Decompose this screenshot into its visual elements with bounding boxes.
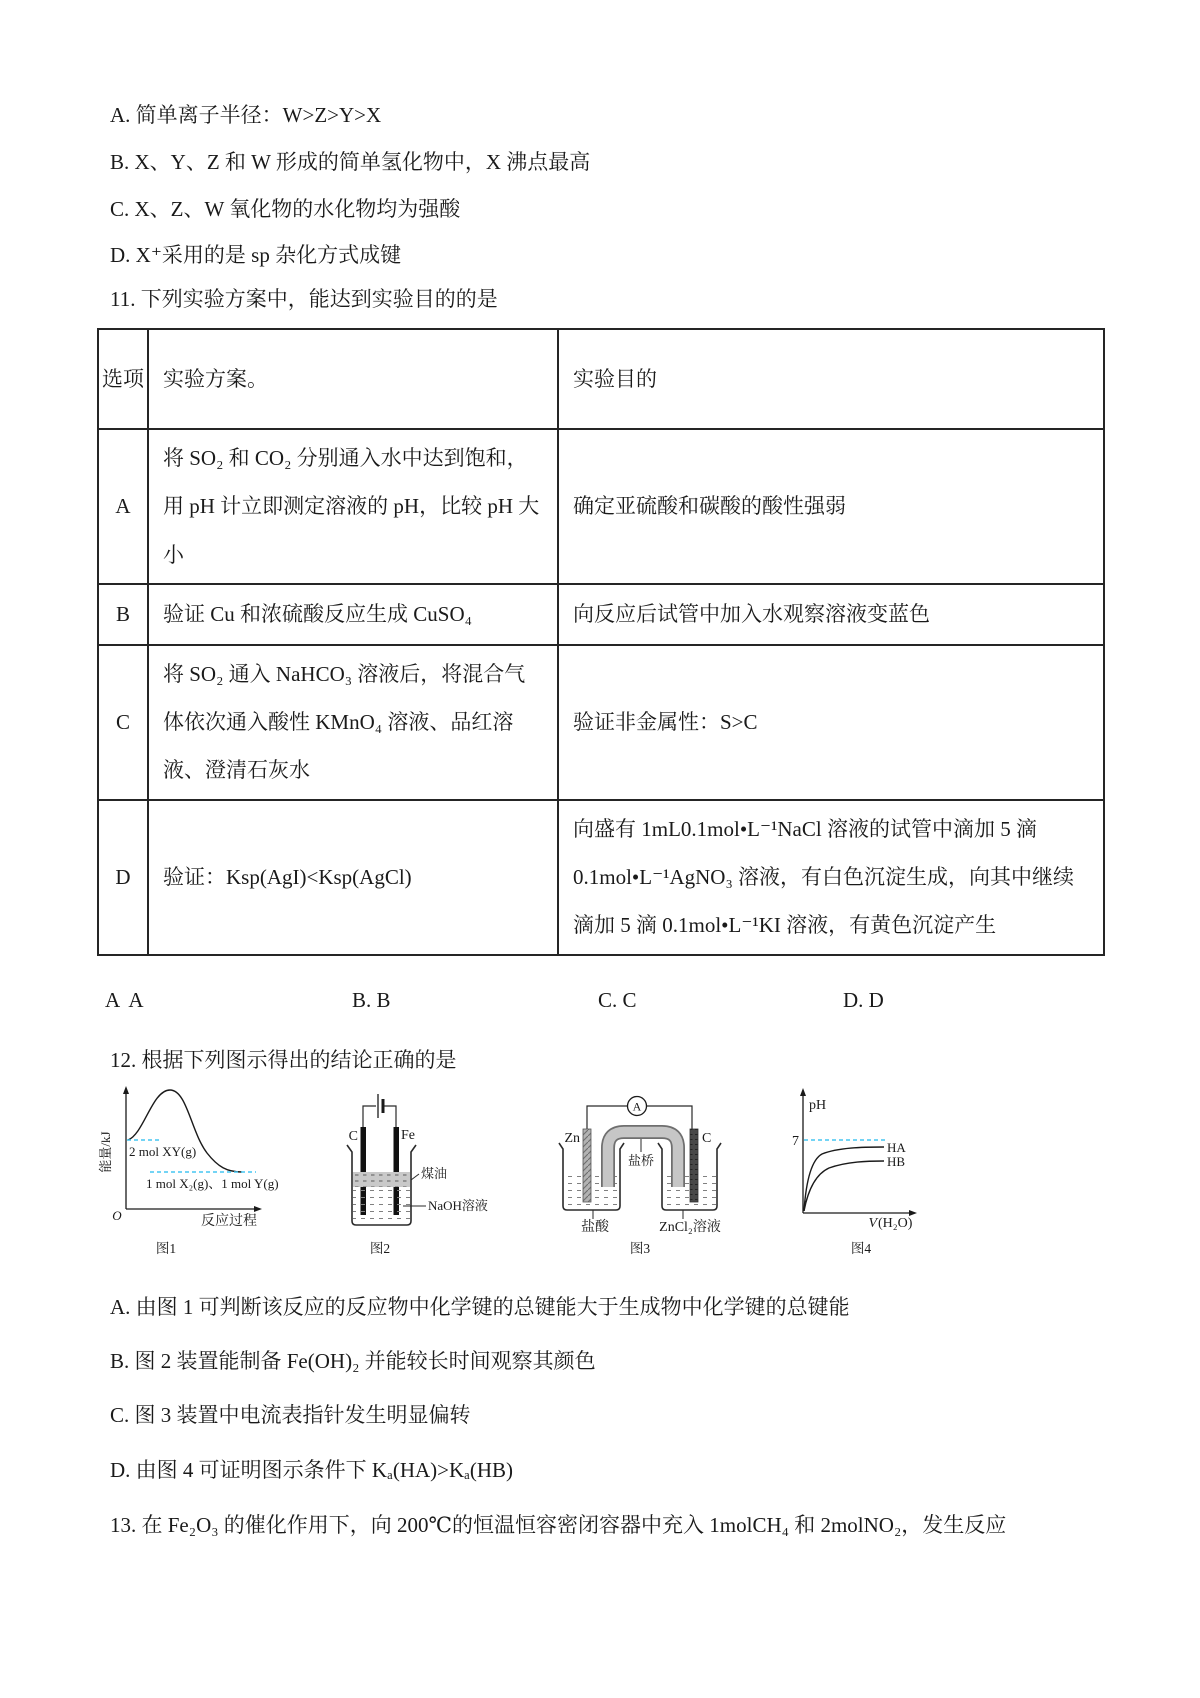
- zncl2-label: ZnCl₂溶液: [659, 1220, 721, 1235]
- q11-answer-a: A A: [105, 988, 144, 1012]
- row-a-scheme: 将 SO₂ 和 CO₂ 分别通入水中达到饱和，用 pH 计立即测定溶液的 pH，比较 pH 大小: [148, 429, 558, 584]
- table-row: [98, 429, 1104, 584]
- zinc-electrode: [583, 1129, 591, 1202]
- figure-galvanic-cell: [559, 1097, 721, 1257]
- iron-electrode-label: Fe: [401, 1128, 415, 1143]
- zncl2-solution: [663, 1170, 716, 1209]
- q12-stem: 12. 根据下列图示得出的结论正确的是: [110, 1048, 457, 1072]
- y-axis-arrow-icon: [800, 1088, 806, 1096]
- naoh-solution-layer: [353, 1187, 410, 1224]
- q13-stem: 13. 在 Fe₂O₃ 的催化作用下，向 200℃的恒温恒容密闭容器中充入 1molCH₄ 和 2molNO₂，发生反应: [110, 1513, 1007, 1537]
- q12-option-c: C. 图 3 装置中电流表指针发生明显偏转: [110, 1403, 471, 1427]
- kerosene-leader-line: [411, 1174, 419, 1180]
- carbon-electrode-label: C: [348, 1129, 358, 1144]
- header-purpose: 实验目的: [558, 329, 1104, 429]
- fig4-caption: 图4: [850, 1241, 872, 1256]
- ph-axis-label: pH: [809, 1098, 827, 1113]
- row-c-option: C: [98, 645, 148, 800]
- row-d-scheme: 验证：Ksp(AgI)<Ksp(AgCl): [148, 800, 558, 955]
- q12-option-d: D. 由图 4 可证明图示条件下 Kₐ(HA)>Kₐ(HB): [110, 1458, 514, 1482]
- row-a-option: A: [98, 429, 148, 584]
- energy-axis-label: 能量/kJ: [98, 1131, 113, 1173]
- q12-option-a: A. 由图 1 可判断该反应的反应物中化学键的总键能大于生成物中化学键的总键能: [110, 1295, 850, 1319]
- figure-energy-diagram: [98, 1086, 279, 1256]
- wire: [363, 1106, 396, 1127]
- q11-answer-c: C. C: [598, 988, 637, 1012]
- fig3-caption: 图3: [629, 1241, 651, 1256]
- volume-axis-label-rest: (H₂O): [878, 1216, 913, 1231]
- fig1-caption: 图1: [155, 1241, 177, 1256]
- row-a-purpose: 确定亚硫酸和碳酸的酸性强弱: [558, 429, 1104, 584]
- x-axis-arrow-icon: [254, 1206, 262, 1212]
- hb-curve-label: HB: [887, 1154, 906, 1169]
- q10-option-c: C. X、Z、W 氧化物的水化物均为强酸: [110, 197, 461, 221]
- table-row: [98, 645, 1104, 800]
- ph7-tick-label: 7: [792, 1134, 799, 1149]
- kerosene-layer: [353, 1172, 410, 1187]
- kerosene-label: 煤油: [421, 1166, 448, 1181]
- table-row: [98, 800, 1104, 955]
- q11-stem: 11. 下列实验方案中，能达到实验目的的是: [110, 287, 498, 311]
- reactant-label: 2 mol XY(g): [129, 1144, 197, 1159]
- row-c-scheme: 将 SO₂ 通入 NaHCO₃ 溶液后，将混合气体依次通入酸性 KMnO₄ 溶液、品红溶液、澄清石灰水: [148, 645, 558, 800]
- row-c-purpose: 验证非金属性：S>C: [558, 645, 1104, 800]
- reaction-progress-label: 反应过程: [201, 1214, 257, 1229]
- origin-label: O: [112, 1208, 122, 1223]
- row-d-option: D: [98, 800, 148, 955]
- fig2-caption: 图2: [369, 1241, 391, 1256]
- product-label: 1 mol X₂(g)、1 mol Y(g): [146, 1176, 279, 1191]
- header-option: 选项: [98, 329, 148, 429]
- row-b-purpose: 向反应后试管中加入水观察溶液变蓝色: [558, 584, 1104, 645]
- carbon-electrode: [690, 1129, 698, 1202]
- naoh-label: NaOH溶液: [428, 1198, 488, 1213]
- zinc-electrode-label: Zn: [564, 1131, 580, 1146]
- energy-curve: [128, 1090, 242, 1172]
- row-b-scheme: 验证 Cu 和浓硫酸反应生成 CuSO₄: [148, 584, 558, 645]
- table-row: [98, 584, 1104, 645]
- row-b-option: B: [98, 584, 148, 645]
- q11-answer-d: D. D: [843, 988, 884, 1012]
- q11-experiment-table: [97, 328, 1105, 956]
- q11-answer-b: B. B: [352, 988, 391, 1012]
- q12-option-b: B. 图 2 装置能制备 Fe(OH)₂ 并能较长时间观察其颜色: [110, 1349, 596, 1373]
- table-header-row: [98, 329, 1104, 429]
- q10-option-d: D. X⁺采用的是 sp 杂化方式成键: [110, 243, 402, 267]
- q12-figures: [90, 1082, 1110, 1260]
- row-d-purpose: 向盛有 1mL0.1mol•L⁻¹NaCl 溶液的试管中滴加 5 滴 0.1mol•L⁻¹AgNO₃ 溶液，有白色沉淀生成，向其中继续滴加 5 滴 0.1mol•L⁻¹KI 溶液，有黄色沉淀产生: [558, 800, 1104, 955]
- figure-ph-dilution-curve: [792, 1088, 917, 1256]
- ammeter-label: A: [632, 1099, 642, 1114]
- q10-option-a: A. 简单离子半径：W>Z>Y>X: [110, 103, 382, 127]
- hb-curve: [804, 1161, 884, 1211]
- carbon-electrode-label: C: [702, 1131, 712, 1146]
- volume-axis-label-var: V: [868, 1216, 877, 1231]
- ha-curve-label: HA: [887, 1140, 906, 1155]
- q10-option-b: B. X、Y、Z 和 W 形成的简单氢化物中，X 沸点最高: [110, 150, 591, 174]
- salt-bridge-label: 盐桥: [627, 1153, 655, 1168]
- header-scheme: 实验方案。: [148, 329, 558, 429]
- y-axis-arrow-icon: [123, 1086, 129, 1094]
- figure-electrolysis-cell: [347, 1094, 488, 1256]
- hcl-label: 盐酸: [581, 1220, 609, 1235]
